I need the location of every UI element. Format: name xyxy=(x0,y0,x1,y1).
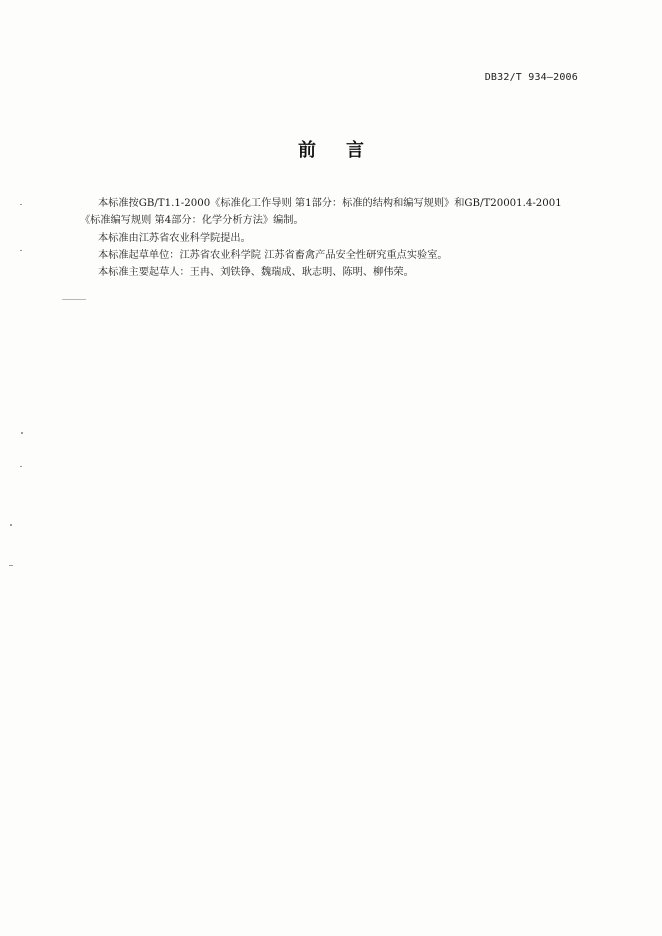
scan-mark xyxy=(20,204,22,205)
scan-mark xyxy=(20,250,22,251)
document-code: DB32/T 934—2006 xyxy=(484,72,578,83)
paragraph-main-drafters: 本标准主要起草人：王冉、刘铁铮、魏瑞成、耿志明、陈明、柳伟荣。 xyxy=(98,267,414,279)
foreword-body xyxy=(80,195,580,281)
paragraph-basis-line-2: 《标准编写规则 第4部分：化学分析方法》编制。 xyxy=(80,215,304,227)
scan-mark xyxy=(20,466,22,467)
paragraph-drafting-units: 本标准起草单位：江苏省农业科学院 江苏省畜禽产品安全性研究重点实验室。 xyxy=(98,249,448,261)
scan-mark xyxy=(9,565,13,566)
scan-mark xyxy=(21,432,23,434)
paragraph-basis-line-1: 本标准按GB/T1.1-2000《标准化工作导则 第1部分：标准的结构和编写规则》和GB/T20001.4-2001 xyxy=(98,198,562,209)
margin-rule xyxy=(62,299,86,300)
page-title: 前言 xyxy=(298,140,394,161)
scan-mark xyxy=(10,524,12,526)
paragraph-proposer: 本标准由江苏省农业科学院提出。 xyxy=(98,232,251,244)
